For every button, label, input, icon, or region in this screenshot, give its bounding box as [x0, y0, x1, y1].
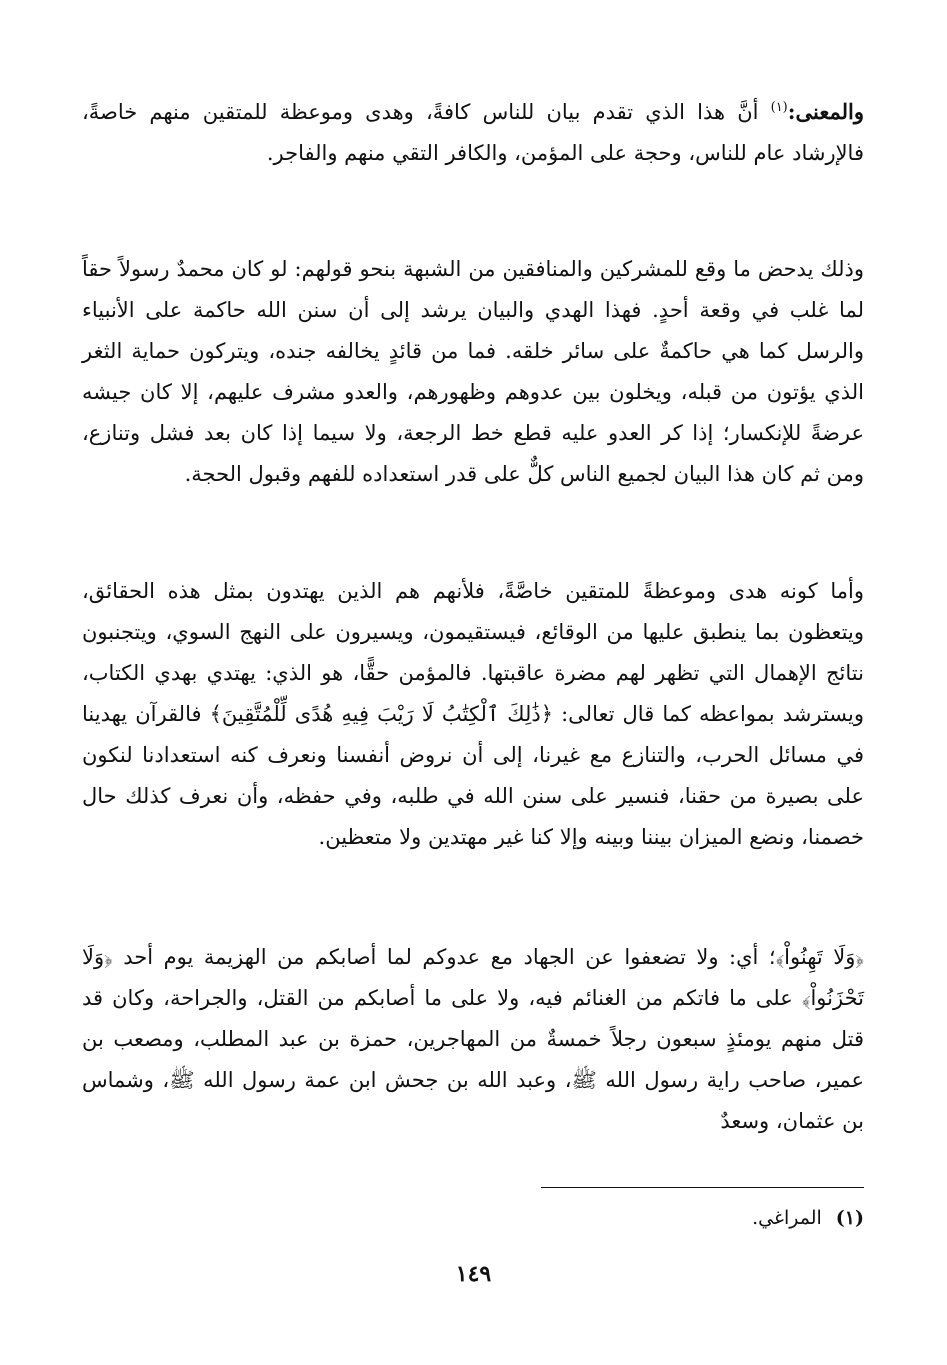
- paragraph-meaning: [82, 91, 864, 174]
- footnote: [82, 1203, 864, 1233]
- footnote-reference: (١): [770, 100, 788, 115]
- paragraph-meaning-text: أنَّ هذا الذي تقدم بيان للناس كافةً، وهدى وموعظة للمتقين منهم خاصةً، فالإرشاد عام للناس، وحجة على المؤمن، والكافر التقي منهم والفاجر.: [82, 100, 864, 165]
- paragraph-do-not-weaken: ﴿وَلَا تَهِنُواْ﴾؛ أي: ولا تضعفوا عن الجهاد مع عدوكم لما أصابكم من الهزيمة يوم أحد ﴿وَلَا تَحْزَنُواْ﴾ على ما فاتكم من الغنائم فيه، ولا على ما أصابكم من القتل، والجراحة، وكان قد قتل منهم يومئذٍ سبعون رجلاً خمسةٌ من المهاجرين، حمزة بن عبد المطلب، ومصعب بن عمير، صاحب راية رسول الله ﷺ، وعبد الله بن جحش ابن عمة رسول الله ﷺ، وشماس بن عثمان، وسعدٌ: [82, 945, 864, 1133]
- page-number: ١٤٩: [455, 1261, 492, 1287]
- paragraph-lead-term: والمعنى:: [787, 99, 864, 124]
- footnote-text: المراغي.: [752, 1207, 822, 1229]
- footnote-number: (١): [835, 1207, 864, 1229]
- paragraph-refutation: وذلك يدحض ما وقع للمشركين والمنافقين من الشبهة بنحو قولهم: لو كان محمدٌ رسولاً حقاً لما غلب في وقعة أحدٍ. فهذا الهدي والبيان يرشد إلى أن سنن الله حاكمة على الأنبياء والرسل كما هي حاكمةٌ على سائر خلقه. فما من قائدٍ يخالفه جنده، ويتركون حماية الثغر الذي يؤتون من قبله، ويخلون بين عدوهم وظهورهم، والعدو مشرف عليهم، إلا كان جيشه عرضةً للإنكسار؛ إذا كر العدو عليه قطع خط الرجعة، ولا سيما إذا كان بعد فشل وتنازع، ومن ثم كان هذا البيان لجميع الناس كلٌّ على قدر استعداده للفهم وقبول الحجة.: [82, 257, 864, 486]
- footnote-separator: [541, 1187, 864, 1188]
- paragraph-guidance: وأما كونه هدى وموعظةً للمتقين خاصَّةً، فلأنهم هم الذين يهتدون بمثل هذه الحقائق، ويتعظون بما ينطبق عليها من الوقائع، فيستقيمون، ويسيرون على النهج السوي، ويتجنبون نتائج الإهمال التي تظهر لهم مضرة عاقبتها. فالمؤمن حقًّا، هو الذي: يهتدي بهدي الكتاب، ويسترشد بمواعظه كما قال تعالى: ﴿ذَٰلِكَ ٱلْكِتَٰبُ لَا رَيْبَ فِيهِ هُدًى لِّلْمُتَّقِينَ﴾ فالقرآن يهدينا في مسائل الحرب، والتنازع مع غيرنا، إلى أن نروض أنفسنا ونعرف كنه استعدادنا لنكون على بصيرة من حقنا، فنسير على سنن الله في طلبه، وفي حفظه، وأن نعرف كذلك حال خصمنا، ونضع الميزان بيننا وبينه وإلا كنا غير مهتدين ولا متعظين.: [82, 579, 864, 849]
